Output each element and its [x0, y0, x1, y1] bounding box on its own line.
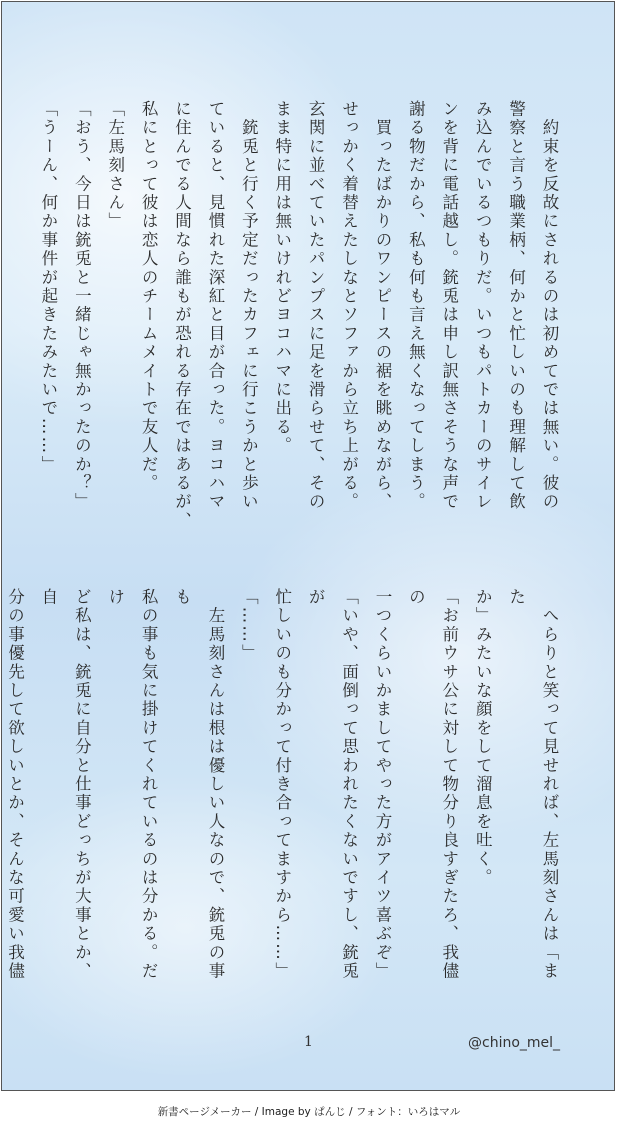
footer-credit: 新書ページメーカー / Image by ぱんじ / フォント：いろはマル [157, 1106, 461, 1118]
text-block-lower: へらりと笑って見せれば、左馬刻さんは「また か」みたいな顔をして溜息を吐く。 「お前ウサ公に対して物分り良すぎたろ、我儘の 一つくらいかましてやった方がアイツ喜ぶぞ」 「いや、面倒って思われたくないですし、銃兎が 忙しいのも分かって付き合ってますから……」 「……」 左馬刻さんは根は優しい人なので、銃兎の事も 私の事も気に掛けてくれているのは分かる。だけ ど私は、銃兎に自分と仕事どっちが大事とか、自 分の事優先して欲しいとか、そんな可愛い我儘 [5, 588, 559, 981]
page-number: 1 [304, 1034, 313, 1050]
novel-page [1, 1, 615, 1091]
text-block-upper: 約束を反故にされるのは初めてでは無い。彼の 警察と言う職業柄、何かと忙しいのも理解して飲 み込んでいるつもりだ。いつもパトカーのサイレ ンを背に電話越し。銃兎は申し訳無さそうな声で 謝る物だから、私も何も言え無くなってしまう。 買ったばかりのワンピースの裾を眺めながら、 せっかく着替えたしなとソファから立ち上がる。 玄関に並べていたパンプスに足を滑らせて、その まま特に用は無いけれどヨコハマに出る。 銃兎と行く予定だったカフェに行こうかと歩い ていると、見慣れた深紅と目が合った。ヨコハマ に住んでる人間なら誰もが恐れる存在ではあるが、 私にとって彼は恋人のチームメイトで友人だ。 「左馬刻さん」 「おう、今日は銃兎と一緒じゃ無かったのか？」 「うーん、何か事件が起きたみたいで……」 [38, 100, 559, 531]
author-handle: @chino_mel_ [468, 1035, 561, 1051]
